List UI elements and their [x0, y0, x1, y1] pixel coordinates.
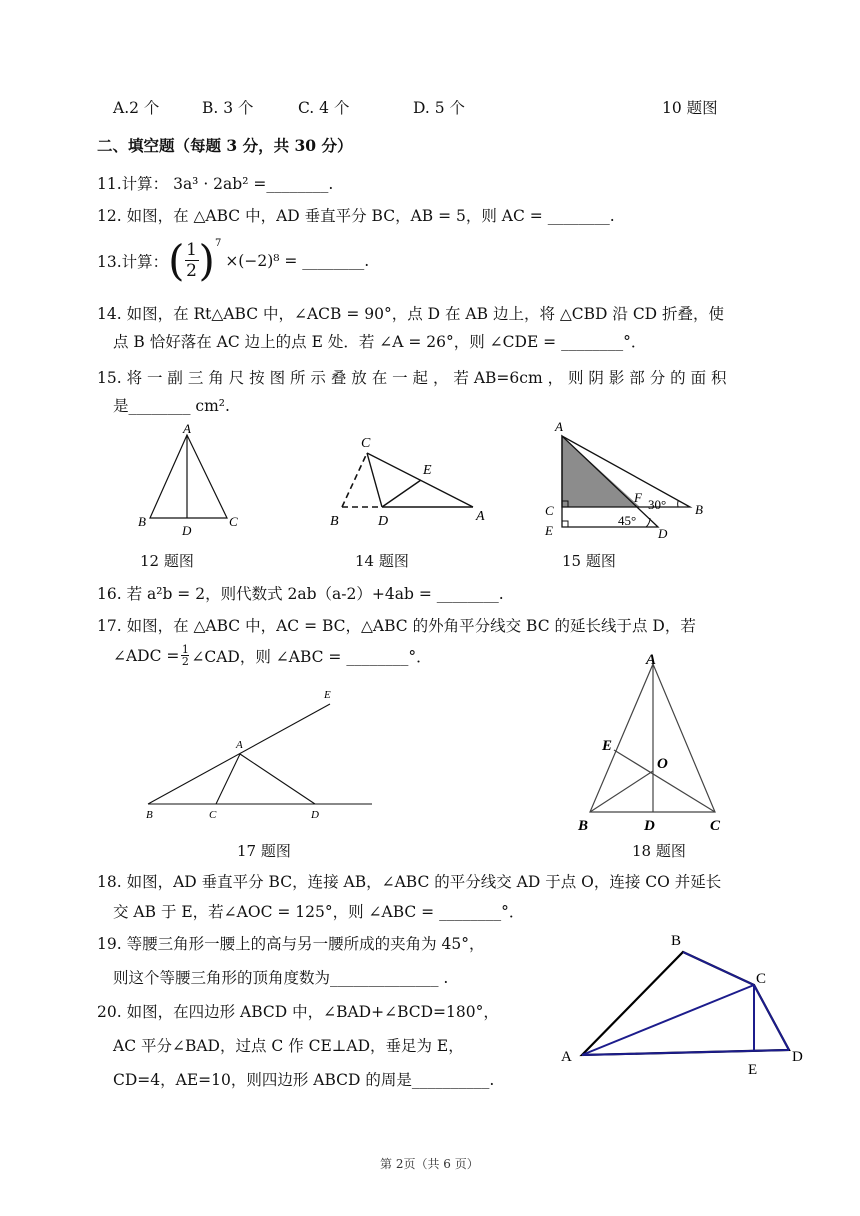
label-f: F [634, 490, 642, 505]
question-13 [97, 236, 369, 285]
label-c: C [229, 514, 238, 529]
label-e: E [748, 1062, 758, 1078]
label-c: C [361, 436, 371, 451]
segment-ad [240, 754, 315, 804]
figure-17-caption: 17 题图 [237, 842, 291, 860]
segment-de [382, 480, 421, 507]
q13-suffix: ×(−2)⁸ = ________. [225, 251, 370, 270]
q17-numerator: 1 [181, 643, 189, 656]
label-e: E [324, 689, 331, 701]
right-angle-e [562, 521, 568, 527]
q13-prefix: 13.计算： [97, 252, 169, 271]
q17-denominator: 2 [181, 655, 189, 668]
label-a: A [183, 421, 191, 436]
label-a: A [555, 419, 563, 434]
page-footer: 第 2页（共 6 页） [380, 1157, 479, 1171]
q13-denominator: 2 [186, 261, 197, 281]
question-15-line1: 15. 将 一 副 三 角 尺 按 图 所 示 叠 放 在 一 起 ， 若 AB=6cm ， 则 阴 影 部 分 的 面 积 [97, 369, 727, 387]
segment-bc [683, 952, 754, 985]
q13-exponent: 7 [214, 238, 222, 249]
triangle-abc [150, 435, 227, 518]
section-title: 二、填空题（每题 3 分，共 30 分） [97, 136, 353, 155]
label-e: E [423, 463, 432, 478]
dashed-cb [342, 453, 367, 507]
label-d: D [182, 523, 192, 538]
figure-17 [140, 682, 380, 822]
label-d: D [644, 818, 655, 834]
label-a: A [646, 652, 657, 668]
q17-fraction [181, 644, 189, 667]
label-d: D [658, 526, 668, 541]
line-be [148, 704, 330, 804]
figure-14 [325, 432, 495, 532]
segment-cd [754, 985, 789, 1050]
q13-fraction [185, 240, 199, 281]
label-c: C [710, 818, 721, 834]
q10-option-a: A.2 个 [113, 99, 160, 117]
label-c: C [209, 809, 217, 821]
question-18-line1: 18. 如图，AD 垂直平分 BC，连接 AB，∠ABC 的平分线交 AD 于点 O，连接 CO 并延长 [97, 873, 722, 891]
q10-option-b: B. 3 个 [202, 99, 254, 117]
question-20-line1: 20. 如图，在四边形 ABCD 中，∠BAD+∠BCD=180°， [97, 1003, 499, 1021]
question-17-line2 [113, 644, 432, 667]
figure-15-caption: 15 题图 [562, 552, 616, 570]
figure-18-caption: 18 题图 [632, 842, 686, 860]
label-d: D [792, 1049, 803, 1065]
figure-20 [555, 925, 815, 1085]
question-14-line2: 点 B 恰好落在 AC 边上的点 E 处．若 ∠A = 26°，则 ∠CDE = ________°． [113, 333, 647, 351]
question-16: 16. 若 a²b = 2，则代数式 2ab（a-2）+4ab = ________. [97, 585, 504, 603]
question-19-line1: 19. 等腰三角形一腰上的高与另一腰所成的夹角为 45°， [97, 935, 485, 953]
label-b: B [330, 514, 339, 529]
q10-figure-caption: 10 题图 [662, 99, 718, 117]
label-a: A [476, 509, 485, 524]
question-12: 12. 如图，在 △ABC 中，AD 垂直平分 BC，AB = 5，则 AC = ________. [97, 207, 615, 225]
label-30-deg: 30° [648, 497, 667, 512]
figure-15 [540, 416, 720, 546]
label-b: B [138, 514, 146, 529]
label-b: B [695, 502, 703, 517]
label-a: A [561, 1049, 572, 1065]
left-paren: ( [168, 236, 185, 285]
label-a: A [236, 739, 243, 751]
label-45-deg: 45° [618, 513, 637, 528]
question-14-line1: 14. 如图，在 Rt△ABC 中，∠ACB = 90°，点 D 在 AB 边上，将 △CBD 沿 CD 折叠，使 [97, 305, 725, 323]
q10-option-d: D. 5 个 [413, 99, 466, 117]
figure-12-caption: 12 题图 [140, 552, 194, 570]
question-17-line1: 17. 如图，在 △ABC 中，AC = BC，△ABC 的外角平分线交 BC 的延长线于点 D，若 [97, 617, 696, 635]
figure-18 [570, 644, 730, 839]
label-c: C [545, 503, 554, 518]
label-b: B [671, 933, 682, 949]
label-b: B [578, 818, 589, 834]
question-20-line3: CD=4，AE=10，则四边形 ABCD 的周是__________. [113, 1071, 495, 1089]
question-20-line2: AC 平分∠BAD，过点 C 作 CE⊥AD，垂足为 E， [113, 1037, 464, 1055]
diagonal-ac [582, 985, 754, 1055]
segment-cd [367, 453, 382, 507]
question-18-line2: 交 AB 于 E，若∠AOC = 125°，则 ∠ABC = ________°． [113, 903, 525, 921]
question-11: 11.计算： 3a³ · 2ab² =________. [97, 175, 334, 193]
label-c: C [756, 971, 767, 987]
right-paren: ) [198, 236, 215, 285]
figure-12 [130, 420, 250, 540]
label-d: D [378, 514, 389, 529]
question-19-line2: 则这个等腰三角形的顶角度数为______________ . [113, 969, 449, 987]
q13-numerator: 1 [186, 240, 197, 260]
quadrilateral-abcd [582, 952, 789, 1055]
label-e: E [602, 738, 613, 754]
q17-part-a: ∠ADC = [113, 646, 180, 665]
segment-ad [582, 1050, 789, 1055]
segment-ac [216, 754, 240, 804]
segment-bo [590, 771, 653, 812]
figure-14-caption: 14 题图 [355, 552, 409, 570]
label-o: O [657, 756, 668, 772]
label-e: E [545, 523, 553, 538]
label-b: B [146, 809, 153, 821]
question-15-line2: 是________ cm². [113, 397, 230, 415]
q17-part-b: ∠CAD，则 ∠ABC = ________°． [191, 647, 432, 666]
label-d: D [311, 809, 319, 821]
q10-option-c: C. 4 个 [298, 99, 350, 117]
